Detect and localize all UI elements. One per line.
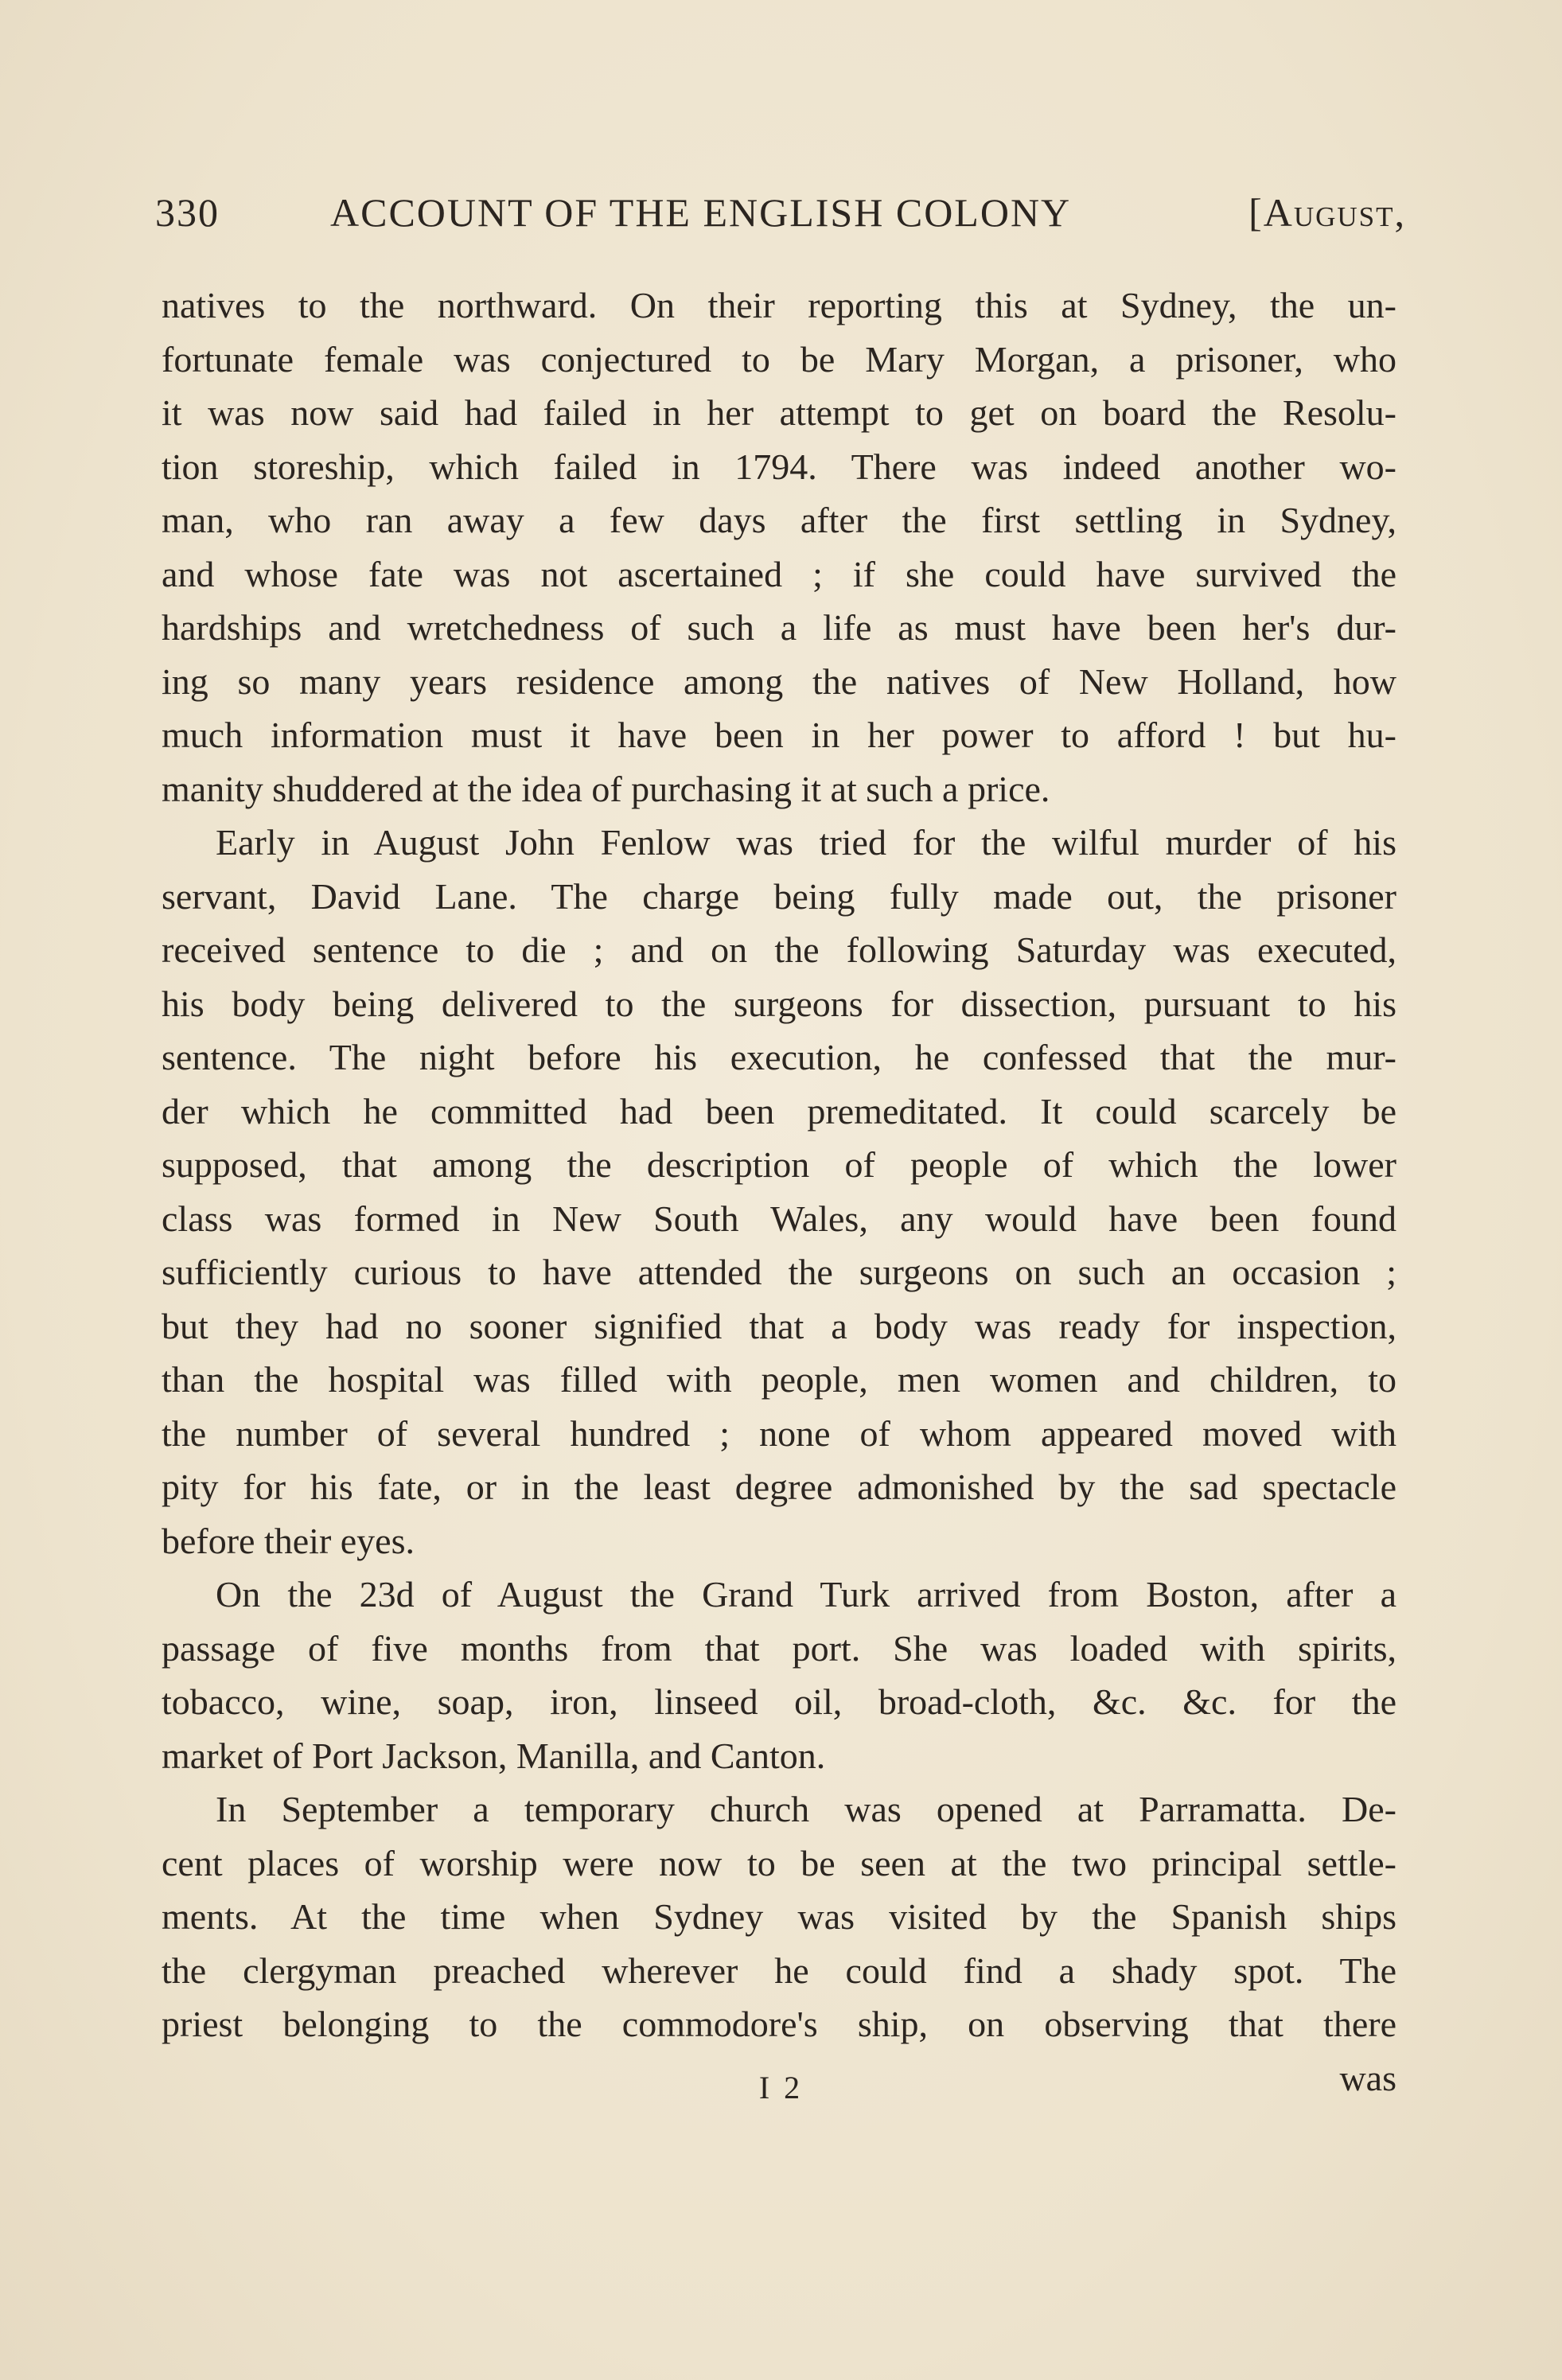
text-line: supposed, that among the description of people of which the lower xyxy=(162,1144,1396,1185)
text-line: much information must it have been in her power to afford ! but hu- xyxy=(162,715,1396,755)
text-line: but they had no sooner signified that a body was ready for inspection, xyxy=(162,1305,1396,1346)
text-line: and whose fate was not ascertained ; if she could have survived the xyxy=(162,553,1396,594)
text-line: tobacco, wine, soap, iron, linseed oil, broad-cloth, &c. &c. for the xyxy=(162,1681,1396,1722)
running-head xyxy=(155,189,1406,253)
catchword: was xyxy=(1339,2057,1396,2098)
text-line: tion storeship, which failed in 1794. There was indeed another wo- xyxy=(162,446,1396,487)
text-line: On the 23d of August the Grand Turk arrived from Boston, after a xyxy=(216,1574,1396,1615)
text-line: ments. At the time when Sydney was visited by the Spanish ships xyxy=(162,1896,1396,1937)
text-line: manity shuddered at the idea of purchasing it at such a price. xyxy=(162,768,1050,809)
text-line: man, who ran away a few days after the first settling in Sydney, xyxy=(162,500,1396,540)
text-line: class was formed in New South Wales, any would have been found xyxy=(162,1198,1396,1239)
page-number: 330 xyxy=(155,190,220,235)
text-line: In September a temporary church was opened at Parramatta. De- xyxy=(216,1789,1396,1829)
text-line: ing so many years residence among the natives of New Holland, how xyxy=(162,660,1396,702)
text-line: than the hospital was filled with people, men women and children, to xyxy=(162,1359,1396,1400)
text-line: received sentence to die ; and on the following Saturday was executed, xyxy=(162,929,1396,970)
text-line: market of Port Jackson, Manilla, and Canton. xyxy=(162,1735,826,1776)
text-line: it was now said had failed in her attempt to get on board the Resolu- xyxy=(162,392,1396,433)
text-line: der which he committed had been premeditated. It could scarcely be xyxy=(162,1090,1396,1132)
text-line: sufficiently curious to have attended the surgeons on such an occasion ; xyxy=(162,1252,1396,1292)
text-line: passage of five months from that port. She was loaded with spirits, xyxy=(162,1627,1396,1669)
running-head-date: [August, xyxy=(1248,190,1406,235)
text-line: Early in August John Fenlow was tried for the wilful murder of his xyxy=(216,822,1396,863)
body-text xyxy=(162,279,1396,2105)
text-line: cent places of worship were now to be seen at the two principal settle- xyxy=(162,1842,1396,1883)
text-line: the number of several hundred ; none of whom appeared moved with xyxy=(162,1412,1396,1454)
text-line: fortunate female was conjectured to be Mary Morgan, a prisoner, who xyxy=(162,338,1396,380)
text-line: pity for his fate, or in the least degree admonished by the sad spectacle xyxy=(162,1467,1396,1507)
text-line: the clergyman preached wherever he could find a shady spot. The xyxy=(162,1950,1396,1991)
text-line: natives to the northward. On their reporting this at Sydney, the un- xyxy=(162,285,1396,325)
signature-mark: I 2 xyxy=(758,2070,804,2105)
text-line: servant, David Lane. The charge being fully made out, the prisoner xyxy=(162,875,1396,917)
running-head-title: ACCOUNT OF THE ENGLISH COLONY xyxy=(330,190,1072,235)
text-line: his body being delivered to the surgeons for dissection, pursuant to his xyxy=(162,983,1396,1024)
text-line: hardships and wretchedness of such a life as must have been her's dur- xyxy=(162,607,1396,648)
text-line: before their eyes. xyxy=(162,1520,415,1561)
text-line: sentence. The night before his execution, he confessed that the mur- xyxy=(162,1037,1396,1077)
text-line: priest belonging to the commodore's ship, on observing that there xyxy=(162,2004,1396,2044)
